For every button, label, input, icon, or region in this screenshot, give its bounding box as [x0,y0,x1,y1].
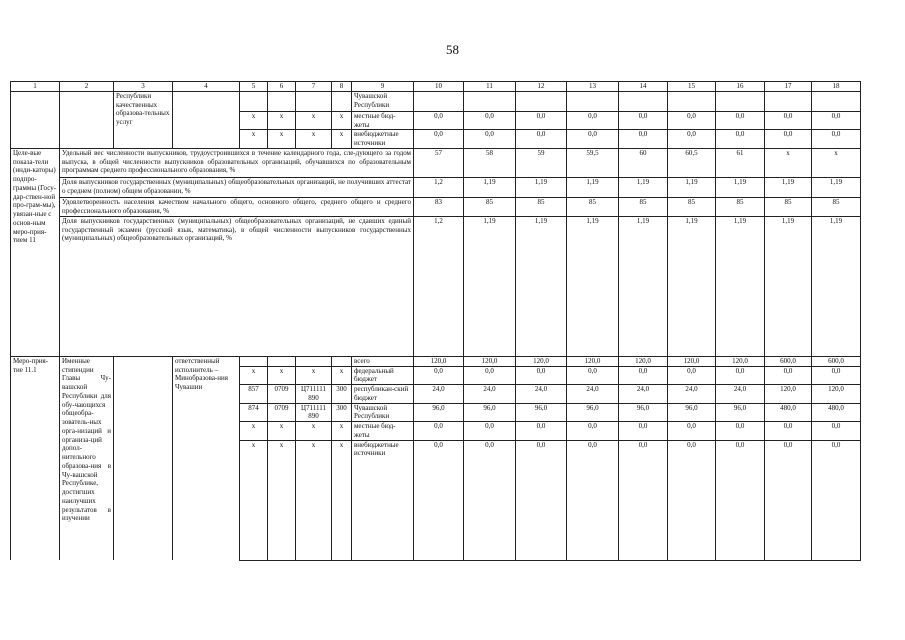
value-cell [812,91,861,111]
value-cell: 0,0 [812,130,861,149]
value-cell: 0,0 [619,366,668,385]
column-number: 15 [668,82,716,92]
column-number: 18 [812,82,861,92]
value-cell: 0,0 [567,130,619,149]
indicator-row [11,197,861,216]
indicator-value-cell: 1,19 [464,177,516,197]
table-row [11,91,861,111]
code-cell: x [268,111,296,130]
value-cell: 0,0 [765,422,812,441]
code-cell [268,91,296,111]
code-cell: x [296,440,332,560]
value-cell [414,91,464,111]
indicator-value-cell: 1,19 [668,216,716,356]
value-cell [619,91,668,111]
value-cell: 120,0 [414,356,464,366]
value-cell: 0,0 [812,422,861,441]
indicator-value-cell: 60 [619,148,668,177]
value-cell: 120,0 [812,385,861,404]
code-cell [240,91,268,111]
indicator-value-cell: 1,2 [414,216,464,356]
value-cell: 0,0 [516,366,567,385]
code-cell: x [240,111,268,130]
value-cell: 0,0 [716,422,765,441]
program-name-cell: Республики качественных образова-тельных услуг [114,91,173,148]
value-cell: 120,0 [716,356,765,366]
header-row [11,82,861,92]
value-cell: 0,0 [716,440,765,560]
measure-name-cell: Именные стипендии Главы Чу-вашской Республики для обу-чающихся общеобра-зователь-ных орга-низаций и организа-ций допол-нительного образова-ния в Чу-вашской Республике, достигших наилучших результатов в изучении [60,356,114,560]
value-cell: 120,0 [567,356,619,366]
code-cell: 0709 [268,403,296,422]
value-cell: 0,0 [414,440,464,560]
value-cell [567,91,619,111]
funding-source-cell: федеральный бюджет [352,366,414,385]
code-cell: x [332,422,352,441]
indicator-value-cell: 61 [716,148,765,177]
code-cell: x [240,440,268,560]
value-cell: 0,0 [619,440,668,560]
value-cell: 24,0 [464,385,516,404]
column-number: 9 [352,82,414,92]
code-cell: x [296,366,332,385]
indicator-value-cell: 1,19 [516,177,567,197]
code-cell: 0709 [268,385,296,404]
code-cell: x [240,130,268,149]
value-cell: 0,0 [812,440,861,560]
value-cell: 0,0 [668,422,716,441]
value-cell: 0,0 [464,422,516,441]
column-number: 7 [296,82,332,92]
value-cell: 0,0 [619,111,668,130]
indicator-value-cell: 58 [464,148,516,177]
value-cell: 0,0 [765,111,812,130]
indicator-text-cell: Удельный вес численности выпускников, трудоустроившихся в течение календарного года, сле-дующего за годом выпуска, в общей численности выпускников образовательных организаций, обучавшихся по образовательным программам среднего профессионального образования, % [60,148,414,177]
funding-source-cell: Чувашской Республики [352,91,414,111]
value-cell: 0,0 [567,422,619,441]
value-cell: 0,0 [464,440,516,560]
value-cell: 96,0 [567,403,619,422]
empty-cell [60,91,114,148]
funding-source-cell: внебюджетные источники [352,130,414,149]
code-cell [332,91,352,111]
value-cell: 0,0 [516,440,567,560]
column-number: 4 [173,82,240,92]
indicator-value-cell: 85 [516,197,567,216]
indicator-value-cell: 1,19 [812,216,861,356]
value-cell: 24,0 [668,385,716,404]
value-cell: 0,0 [668,366,716,385]
column-number: 5 [240,82,268,92]
value-cell: 0,0 [414,111,464,130]
value-cell: 0,0 [414,366,464,385]
code-cell [332,356,352,366]
value-cell: 0,0 [668,111,716,130]
indicator-text-cell: Доля выпускников государственных (муниципальных) общеобразовательных организаций, не получивших аттестат о среднем (полном) общем образовании, % [60,177,414,197]
code-cell: x [332,440,352,560]
indicator-value-cell: 1,2 [414,177,464,197]
value-cell: 0,0 [567,111,619,130]
value-cell: 0,0 [765,366,812,385]
targets-label-cell: Целе-вые показа-тели (инди-каторы) подпро-граммы (Госу-дар-ствен-ной про-грам-мы), увязан-ные с основ-ным меро-прия-тием 11 [11,148,60,356]
column-number: 16 [716,82,765,92]
indicator-value-cell: 59 [516,148,567,177]
indicator-value-cell: 85 [619,197,668,216]
indicator-value-cell: 1,19 [668,177,716,197]
code-cell [296,91,332,111]
value-cell: 120,0 [668,356,716,366]
value-cell: 0,0 [516,111,567,130]
value-cell: 0,0 [668,130,716,149]
column-number: 10 [414,82,464,92]
column-number: 1 [11,82,60,92]
value-cell: 600,0 [812,356,861,366]
value-cell: 480,0 [765,403,812,422]
code-cell: x [268,422,296,441]
funding-source-cell: всего [352,356,414,366]
funding-source-cell: внебюджетные источники [352,440,414,560]
code-cell: x [296,111,332,130]
value-cell: 24,0 [619,385,668,404]
funding-source-cell: Чувашской Республики [352,403,414,422]
indicator-value-cell: 85 [812,197,861,216]
value-cell: 24,0 [567,385,619,404]
value-cell [765,91,812,111]
page-number: 58 [446,42,459,57]
budget-table [10,81,861,561]
funding-source-cell: местные бюд-жеты [352,111,414,130]
value-cell [668,91,716,111]
code-cell: x [332,111,352,130]
indicator-row [11,216,861,356]
indicator-value-cell: 1,19 [619,177,668,197]
value-cell: 120,0 [516,356,567,366]
code-cell: x [240,366,268,385]
indicator-value-cell: 1,19 [765,216,812,356]
value-cell [716,91,765,111]
value-cell [516,91,567,111]
code-cell: x [332,366,352,385]
indicator-value-cell: 85 [668,197,716,216]
code-cell: Ц711111 890 [296,403,332,422]
value-cell: 120,0 [464,356,516,366]
indicator-value-cell: 57 [414,148,464,177]
measure-label-cell: Меро-прия-тие 11.1 [11,356,60,560]
column-number: 12 [516,82,567,92]
indicator-value-cell: 1,19 [567,177,619,197]
value-cell: 600,0 [765,356,812,366]
value-cell: 0,0 [812,111,861,130]
value-cell: 0,0 [567,440,619,560]
executor-cell: ответственный исполнитель – Минобразова-ния Чувашии [173,356,240,560]
value-cell: 0,0 [516,130,567,149]
value-cell: 0,0 [716,366,765,385]
value-cell: 0,0 [464,366,516,385]
code-cell: 300 [332,385,352,404]
funding-source-cell: местные бюд-жеты [352,422,414,441]
empty-cell [173,91,240,148]
value-cell: 96,0 [414,403,464,422]
column-number: 3 [114,82,173,92]
value-cell: 0,0 [567,366,619,385]
column-number: 14 [619,82,668,92]
value-cell [464,91,516,111]
indicator-text-cell: Удовлетворенность населения качеством начального общего, основного общего, среднего общего и среднего профессионального образования, % [60,197,414,216]
code-cell: 874 [240,403,268,422]
value-cell: 0,0 [668,440,716,560]
empty-cell [114,356,173,560]
value-cell: 24,0 [414,385,464,404]
indicator-value-cell: 1,19 [619,216,668,356]
indicator-value-cell: 85 [765,197,812,216]
code-cell: x [268,440,296,560]
indicator-value-cell: 1,19 [716,216,765,356]
code-cell: x [296,130,332,149]
indicator-value-cell: 85 [464,197,516,216]
indicator-value-cell: 85 [716,197,765,216]
indicator-row [11,148,861,177]
code-cell: Ц711111 890 [296,385,332,404]
column-number: 11 [464,82,516,92]
value-cell: 120,0 [619,356,668,366]
value-cell: 96,0 [516,403,567,422]
column-number: 13 [567,82,619,92]
value-cell: 0,0 [812,366,861,385]
indicator-value-cell: 83 [414,197,464,216]
value-cell: 0,0 [716,111,765,130]
funding-source-cell: республикан-ский бюджет [352,385,414,404]
value-cell: 0,0 [464,130,516,149]
code-cell [268,356,296,366]
column-number: 6 [268,82,296,92]
value-cell: 0,0 [619,130,668,149]
value-cell: 0,0 [464,111,516,130]
code-cell [296,356,332,366]
column-number: 2 [60,82,114,92]
code-cell: x [240,422,268,441]
value-cell: 0,0 [414,422,464,441]
indicator-value-cell: 1,19 [716,177,765,197]
indicator-value-cell: 1,19 [567,216,619,356]
value-cell: 96,0 [619,403,668,422]
indicator-value-cell: 85 [567,197,619,216]
value-cell: 0,0 [414,130,464,149]
column-number: 17 [765,82,812,92]
code-cell: x [332,130,352,149]
value-cell: 0,0 [765,130,812,149]
indicator-value-cell: x [765,148,812,177]
measure-row [11,356,861,366]
indicator-value-cell: 1,19 [765,177,812,197]
value-cell: 96,0 [668,403,716,422]
value-cell: 0,0 [716,130,765,149]
value-cell: 0,0 [619,422,668,441]
value-cell: 0,0 [516,422,567,441]
code-cell: 300 [332,403,352,422]
value-cell: 120,0 [765,385,812,404]
indicator-value-cell: x [812,148,861,177]
value-cell: 480,0 [812,403,861,422]
indicator-value-cell: 1,19 [516,216,567,356]
indicator-value-cell: 59,5 [567,148,619,177]
indicator-row [11,177,861,197]
indicator-value-cell: 1,19 [464,216,516,356]
value-cell: 96,0 [464,403,516,422]
code-cell: x [268,130,296,149]
code-cell: x [268,366,296,385]
indicator-text-cell: Доля выпускников государственных (муниципальных) общеобразовательных организаций, не сдавших единый государственный экзамен (русский язык, математика), в общей численности выпускников государственных (муниципальных) общеобразовательных организаций, % [60,216,414,356]
column-number: 8 [332,82,352,92]
value-cell: 0,0 [765,440,812,560]
code-cell [240,356,268,366]
indicator-value-cell: 60,5 [668,148,716,177]
empty-cell [11,91,60,148]
value-cell: 24,0 [716,385,765,404]
indicator-value-cell: 1,19 [812,177,861,197]
code-cell: 857 [240,385,268,404]
value-cell: 24,0 [516,385,567,404]
code-cell: x [296,422,332,441]
value-cell: 96,0 [716,403,765,422]
